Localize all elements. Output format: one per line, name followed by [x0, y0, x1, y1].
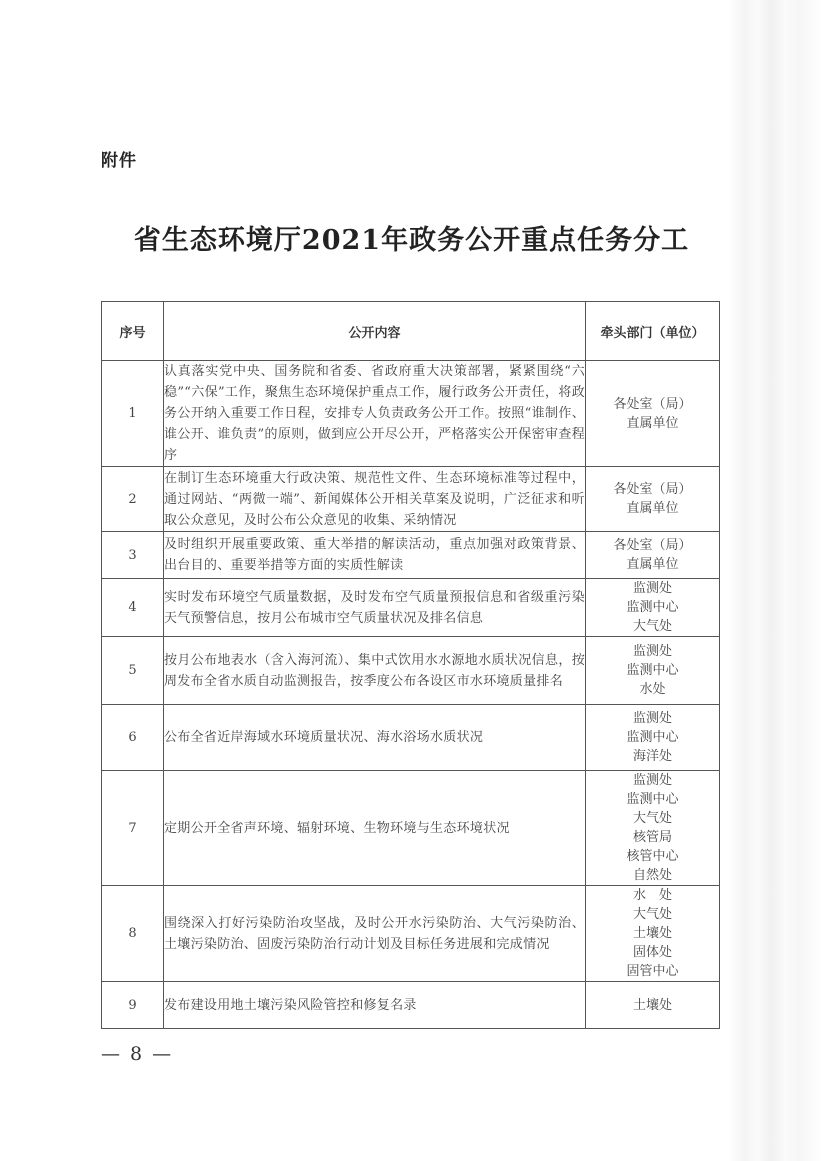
row-disclosure-content: 在制订生态环境重大行政决策、规范性文件、生态环境标准等过程中，通过网站、“两微一端”、新闻媒体公开相关草案及说明，广泛征求和听取公众意见，及时公布公众意见的收集、采纳情况	[164, 467, 586, 532]
row-lead-departments	[586, 532, 720, 579]
department-name: 核管中心	[626, 849, 679, 864]
row-disclosure-content: 公布全省近岸海域水环境质量状况、海水浴场水质状况	[164, 705, 586, 771]
row-disclosure-content: 发布建设用地土壤污染风险管控和修复名录	[164, 982, 586, 1029]
row-serial-number: 5	[102, 637, 164, 705]
row-disclosure-content: 围绕深入打好污染防治攻坚战，及时公开水污染防治、大气污染防治、土壤污染防治、固废污染防治行动计划及目标任务进展和完成情况	[164, 886, 586, 982]
department-name: 监测处	[632, 711, 672, 726]
row-serial-number: 6	[102, 705, 164, 771]
department-name: 直属单位	[626, 501, 679, 516]
row-serial-number: 4	[102, 579, 164, 637]
table-row	[102, 532, 720, 579]
row-serial-number: 7	[102, 771, 164, 886]
table-row	[102, 579, 720, 637]
row-lead-departments	[586, 771, 720, 886]
department-name: 监测中心	[626, 663, 679, 678]
row-disclosure-content: 认真落实党中央、国务院和省委、省政府重大决策部署，紧紧围绕“六稳”“六保”工作，聚焦生态环境保护重点工作，履行政务公开责任，将政务公开纳入重要工作日程，安排专人负责政务公开工作。按照“谁制作、谁公开、谁负责”的原则，做到应公开尽公开，严格落实公开保密审查程序	[164, 361, 586, 467]
department-name: 大气处	[632, 619, 672, 634]
page-number: — 8 —	[101, 1043, 174, 1065]
row-lead-departments	[586, 467, 720, 532]
table-row	[102, 637, 720, 705]
row-disclosure-content: 及时组织开展重要政策、重大举措的解读活动，重点加强对政策背景、出台目的、重要举措等方面的实质性解读	[164, 532, 586, 579]
row-lead-departments	[586, 637, 720, 705]
header-disclosure-content: 公开内容	[164, 302, 586, 361]
row-lead-departments	[586, 361, 720, 467]
row-serial-number: 2	[102, 467, 164, 532]
department-name: 监测中心	[626, 600, 679, 615]
scan-edge-shading	[728, 0, 823, 1161]
department-name: 监测处	[632, 773, 672, 788]
row-lead-departments	[586, 982, 720, 1029]
department-name: 各处室（局）	[613, 482, 692, 497]
department-name: 核管局	[632, 830, 672, 845]
table-row	[102, 982, 720, 1029]
department-name: 自然处	[632, 868, 672, 883]
task-division-table	[101, 301, 720, 1029]
header-lead-department: 牵头部门（单位）	[586, 302, 720, 361]
table-row	[102, 705, 720, 771]
table-header-row	[102, 302, 720, 361]
department-name: 土壤处	[632, 926, 672, 941]
table-row	[102, 467, 720, 532]
row-disclosure-content: 定期公开全省声环境、辐射环境、生物环境与生态环境状况	[164, 771, 586, 886]
row-serial-number: 3	[102, 532, 164, 579]
department-name: 监测处	[632, 644, 672, 659]
document-title: 省生态环境厅2021年政务公开重点任务分工	[133, 225, 690, 256]
row-disclosure-content: 按月公布地表水（含入海河流）、集中式饮用水水源地水质状况信息，按周发布全省水质自动监测报告，按季度公布各设区市水环境质量排名	[164, 637, 586, 705]
department-name: 水 处	[632, 888, 672, 903]
department-name: 大气处	[632, 907, 672, 922]
table-row	[102, 886, 720, 982]
table-body	[102, 361, 720, 1029]
department-name: 各处室（局）	[613, 538, 692, 553]
department-name: 监测中心	[626, 730, 679, 745]
department-name: 固管中心	[626, 964, 679, 979]
header-serial-number: 序号	[102, 302, 164, 361]
department-name: 监测中心	[626, 792, 679, 807]
row-disclosure-content: 实时发布环境空气质量数据，及时发布空气质量预报信息和省级重污染天气预警信息，按月公布城市空气质量状况及排名信息	[164, 579, 586, 637]
department-name: 直属单位	[626, 415, 679, 431]
department-name: 水处	[639, 682, 666, 697]
department-name: 监测处	[632, 581, 672, 596]
table-row	[102, 771, 720, 886]
department-name: 固体处	[632, 945, 672, 960]
row-serial-number: 1	[102, 361, 164, 467]
department-name: 大气处	[632, 811, 672, 826]
department-name: 各处室（局）	[613, 396, 692, 412]
row-lead-departments	[586, 579, 720, 637]
department-name: 直属单位	[626, 557, 679, 572]
row-lead-departments	[586, 886, 720, 982]
row-serial-number: 8	[102, 886, 164, 982]
attachment-label: 附件	[101, 151, 137, 171]
table-row	[102, 361, 720, 467]
department-name: 海洋处	[632, 749, 672, 764]
row-lead-departments	[586, 705, 720, 771]
row-serial-number: 9	[102, 982, 164, 1029]
department-name: 土壤处	[632, 997, 672, 1013]
